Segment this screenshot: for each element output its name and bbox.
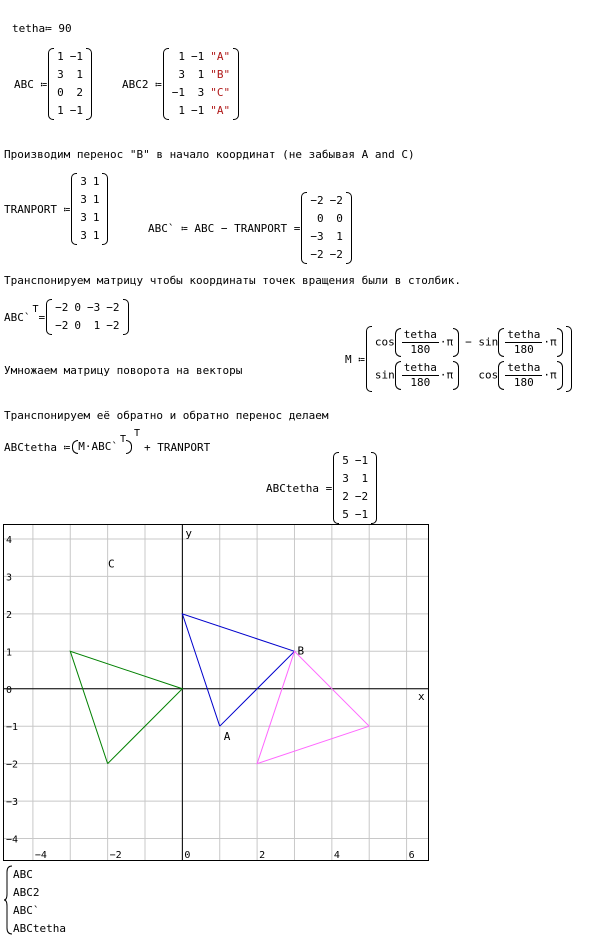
tranport-cell: 1 (92, 193, 100, 206)
tetha-definition[interactable]: tetha≔ 90 (12, 22, 72, 35)
x-tick-label: 2 (259, 850, 266, 861)
abc2-cell: 1 (197, 68, 205, 81)
abc-t-row (52, 317, 122, 335)
m-matrix-definition[interactable] (345, 326, 573, 392)
m-cell-cos-1: cos $\frac{\text{tetha}}{180}$ ·π (372, 326, 462, 359)
tranport-cell: 3 (80, 211, 87, 224)
abc-shift-cell: −2 (329, 194, 343, 207)
comment-translate[interactable]: Производим перенос "B" в начало координат (не забывая A and C) (4, 148, 415, 161)
xy-plot[interactable] (3, 524, 429, 861)
abc-shift-row (307, 228, 346, 246)
comment-transpose[interactable]: Транспонируем матрицу чтобы координаты точек вращения были в столбик. (4, 274, 461, 287)
y-tick-label: −2 (6, 759, 19, 771)
tranport-matrix (71, 173, 108, 245)
m-label: M ≔ (345, 352, 365, 366)
abc-shift-cell: −2 (329, 248, 343, 261)
point-label: A (223, 730, 231, 744)
x-axis-label: x (418, 689, 425, 703)
comment-rotation[interactable]: Умножаем матрицу поворота на векторы (4, 364, 243, 377)
y-axis-label: y (185, 527, 192, 540)
abc2-row (169, 84, 233, 102)
abc2-cell: 1 (178, 50, 185, 63)
abc-t-row (52, 299, 122, 317)
abc2-cell: 3 (197, 86, 205, 99)
abctetha-cell: 5 (342, 454, 349, 467)
abc-t-cell: −3 (87, 301, 101, 314)
abc-cell: 3 (57, 68, 64, 81)
abc-label: ABC ≔ (14, 77, 48, 91)
abc-shift-definition[interactable] (148, 192, 353, 264)
abc-shift-row (307, 192, 346, 210)
abc-t-cell: −2 (55, 319, 69, 332)
tranport-row (77, 191, 102, 209)
abc-t-cell: 0 (74, 319, 82, 332)
abc-definition[interactable] (14, 48, 93, 120)
tranport-cell: 1 (92, 175, 100, 188)
abc-cell: 1 (76, 68, 83, 81)
abctetha-outer-sup: T (134, 427, 141, 439)
abc-t-cell: −2 (55, 301, 69, 314)
abc-shift-cell: 1 (336, 230, 343, 243)
abctetha-definition[interactable] (4, 427, 211, 454)
m-cell-neg-sin: − sin $\frac{\text{tetha}}{180}$ ·π (462, 326, 566, 359)
abctetha-evaluation[interactable] (266, 452, 378, 524)
x-tick-label: −4 (34, 850, 47, 861)
abctetha-cell: 3 (342, 472, 349, 485)
abc-shift-cell: −2 (310, 248, 324, 261)
abctetha-row (339, 488, 371, 506)
y-tick-label: −1 (6, 722, 19, 734)
y-tick-label: 0 (6, 684, 13, 696)
tranport-row (77, 209, 102, 227)
trace-name[interactable]: ABC (13, 868, 33, 881)
abc-cell: 1 (57, 50, 64, 63)
abc-cell: −1 (69, 50, 83, 63)
abc-t-label: ABC` (4, 310, 31, 324)
abc-t-equals: = (38, 310, 46, 324)
tranport-row (77, 173, 102, 191)
abc2-row (169, 48, 233, 66)
trace-name[interactable]: ABCtetha (13, 922, 66, 935)
point-label: C (108, 557, 115, 571)
abc-shift-row (307, 246, 346, 264)
tranport-cell: 1 (92, 211, 100, 224)
abc-row (54, 102, 86, 120)
tranport-cell: 3 (80, 175, 87, 188)
abc-matrix (48, 48, 92, 120)
abc2-cell: "A" (210, 50, 231, 63)
abc-t-matrix (46, 299, 128, 335)
y-tick-label: −4 (6, 834, 19, 846)
abc-row (54, 48, 86, 66)
tranport-cell: 3 (80, 229, 87, 242)
abc-t-cell: 1 (93, 319, 101, 332)
abc2-cell: −1 (191, 104, 205, 117)
tranport-definition[interactable] (4, 173, 109, 245)
abc-row (54, 66, 86, 84)
y-tick-label: 2 (6, 609, 13, 621)
trace-name[interactable]: ABC2 (13, 886, 40, 899)
abctetha-cell: −1 (354, 454, 369, 467)
y-tick-label: 1 (6, 647, 13, 659)
abc2-cell: −1 (191, 50, 205, 63)
x-tick-label: 6 (408, 850, 415, 861)
abc-t-superscript: T (32, 303, 39, 315)
abctetha-cell: 2 (342, 490, 349, 503)
abctetha-row (339, 506, 371, 524)
abc2-cell: "B" (210, 68, 231, 81)
abc2-cell: −1 (171, 86, 185, 99)
y-tick-label: −3 (6, 797, 19, 809)
abctetha-tail: + TRANPORT (144, 440, 211, 454)
abctetha-def-label: ABCtetha ≔ (4, 440, 71, 454)
tranport-cell: 1 (92, 229, 100, 242)
abc2-cell: 3 (178, 68, 185, 81)
abctetha-cell: −2 (354, 490, 369, 503)
abc-shift-cell: −3 (310, 230, 324, 243)
m-cell-cos-2: cos $\frac{\text{tetha}}{180}$ ·π (462, 359, 566, 392)
plot-frame (4, 525, 429, 861)
abc-t-cell: −2 (106, 301, 120, 314)
abc-cell: −1 (69, 104, 83, 117)
abc2-matrix (163, 48, 239, 120)
m-cell-sin: sin $\frac{\text{tetha}}{180}$ ·π (372, 359, 462, 392)
abc2-row (169, 102, 233, 120)
comment-transpose-back[interactable]: Транспонируем её обратно и обратно перенос делаем (4, 409, 329, 422)
x-tick-label: 0 (184, 850, 191, 861)
abctetha-matrix (333, 452, 377, 524)
abc-shift-cell: −2 (310, 194, 324, 207)
abctetha-cell: −1 (354, 508, 369, 521)
y-tick-label: 4 (6, 534, 13, 546)
y-tick-label: 3 (6, 572, 13, 584)
abc-shift-cell: 0 (316, 212, 324, 225)
abc-cell: 2 (76, 86, 83, 99)
abc2-cell: 1 (178, 104, 185, 117)
abc2-cell: "C" (210, 86, 231, 99)
abc-shift-matrix (301, 192, 352, 264)
abc-cell: 1 (57, 104, 64, 117)
abc2-cell: "A" (210, 104, 231, 117)
abc2-label: ABC2 ≔ (122, 77, 162, 91)
abctetha-val-label: ABCtetha = (266, 481, 333, 495)
abc-row (54, 84, 86, 102)
abc-shift-label: ABC` ≔ ABC − TRANPORT = (148, 221, 301, 235)
abc-shift-cell: 0 (336, 212, 343, 225)
abctetha-parens: M·ABC`T (72, 440, 132, 454)
point-label: B (297, 644, 305, 658)
trace-name[interactable]: ABC` (13, 904, 40, 917)
abc2-definition[interactable] (122, 48, 240, 120)
abc-t-cell: 0 (74, 301, 82, 314)
abc-cell: 0 (57, 86, 64, 99)
abc2-row (169, 66, 233, 84)
abc-shift-row (307, 210, 346, 228)
abctetha-cell: 5 (342, 508, 349, 521)
abctetha-cell: 1 (361, 472, 369, 485)
tranport-cell: 3 (80, 193, 87, 206)
abc-transpose-eval[interactable] (4, 299, 130, 335)
x-tick-label: 4 (333, 850, 340, 861)
tranport-label: TRANPORT ≔ (4, 202, 71, 216)
abctetha-row (339, 470, 371, 488)
abctetha-row (339, 452, 371, 470)
tranport-row (77, 227, 102, 245)
x-tick-label: −2 (109, 850, 122, 861)
abc-t-cell: −2 (106, 319, 120, 332)
m-matrix (366, 326, 572, 392)
